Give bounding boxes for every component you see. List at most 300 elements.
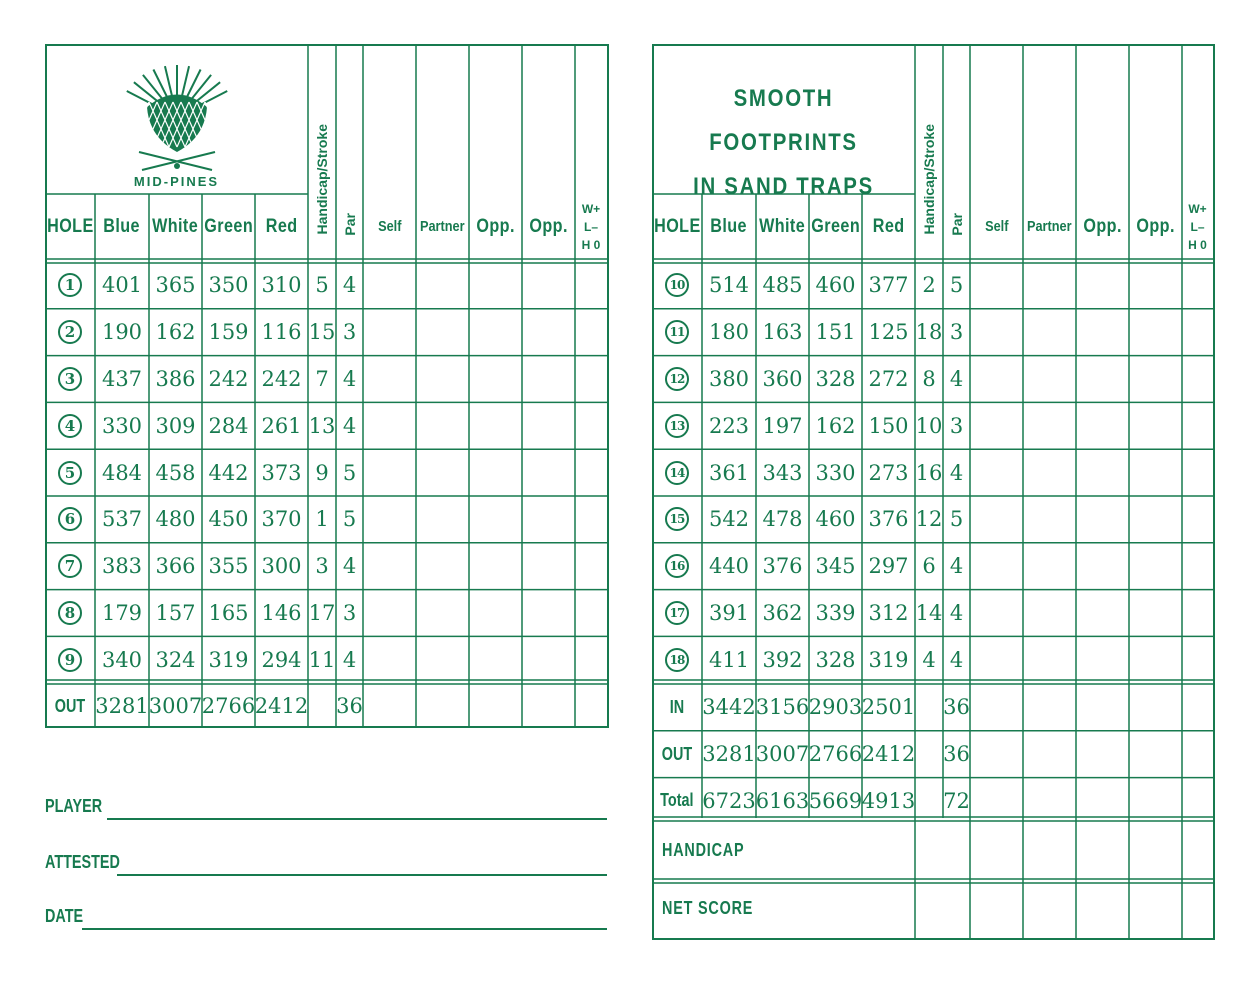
yardage-green: 319 bbox=[208, 647, 249, 672]
score-entry-cell[interactable] bbox=[363, 262, 416, 309]
score-entry-cell[interactable] bbox=[575, 496, 607, 543]
yardage-white: 478 bbox=[762, 507, 803, 532]
score-entry-cell[interactable] bbox=[1076, 262, 1129, 309]
yardage-blue: 440 bbox=[708, 554, 750, 579]
col-header-label: Red bbox=[265, 215, 298, 237]
yardage-hcp: 2 bbox=[922, 273, 936, 298]
score-entry-cell[interactable] bbox=[1182, 590, 1213, 637]
total-blue: 3281 bbox=[702, 742, 756, 767]
score-entry-cell[interactable] bbox=[1076, 821, 1129, 879]
score-entry-cell[interactable] bbox=[363, 309, 416, 356]
score-entry-cell[interactable] bbox=[970, 778, 1023, 825]
score-entry-cell[interactable] bbox=[970, 636, 1023, 683]
score-entry-cell[interactable] bbox=[1182, 309, 1213, 356]
signature-line-field[interactable] bbox=[107, 818, 607, 820]
score-entry-cell[interactable] bbox=[1182, 778, 1213, 825]
col-header-label: L– bbox=[1190, 219, 1205, 234]
signature-line-field[interactable] bbox=[117, 874, 607, 876]
col-header-par bbox=[336, 194, 363, 255]
score-entry-cell[interactable] bbox=[1182, 543, 1213, 590]
score-entry-cell[interactable] bbox=[1129, 778, 1182, 825]
yardage-blue: 361 bbox=[708, 460, 750, 485]
score-entry-cell[interactable] bbox=[1182, 402, 1213, 449]
hole-cell bbox=[45, 543, 95, 590]
score-entry-cell[interactable] bbox=[363, 356, 416, 403]
total-blue: 3442 bbox=[702, 695, 756, 720]
total-green: 5669 bbox=[808, 788, 863, 813]
col-header-blue bbox=[95, 194, 149, 259]
score-entry-cell[interactable] bbox=[1182, 684, 1213, 731]
total-green: 2903 bbox=[808, 695, 863, 720]
score-entry-cell[interactable] bbox=[1129, 496, 1182, 543]
yardage-hcp: 14 bbox=[915, 600, 943, 625]
col-header-label: Blue bbox=[710, 215, 748, 237]
score-entry-cell[interactable] bbox=[363, 449, 416, 496]
score-entry-cell[interactable] bbox=[970, 309, 1023, 356]
col-header-opp-2 bbox=[522, 194, 575, 259]
hole-cell bbox=[45, 262, 95, 309]
footer-label-text: HANDICAP bbox=[662, 839, 745, 860]
yardage-par: 4 bbox=[342, 366, 357, 391]
score-entry-cell[interactable] bbox=[915, 879, 943, 937]
col-header-red bbox=[255, 194, 308, 259]
yardage-blue: 180 bbox=[708, 320, 750, 345]
score-entry-cell[interactable] bbox=[363, 402, 416, 449]
score-entry-cell[interactable] bbox=[943, 821, 970, 879]
score-entry-cell[interactable] bbox=[1076, 684, 1129, 731]
score-entry-cell[interactable] bbox=[469, 590, 522, 637]
yardage-white: 324 bbox=[155, 647, 196, 672]
yardage-hcp: 10 bbox=[915, 413, 943, 438]
yardage-par: 3 bbox=[949, 320, 964, 345]
yardage-white: 197 bbox=[762, 413, 803, 438]
col-header-opp-1 bbox=[1076, 194, 1129, 259]
score-entry-cell[interactable] bbox=[1182, 356, 1213, 403]
score-entry-cell[interactable] bbox=[1129, 402, 1182, 449]
footer-label bbox=[662, 879, 915, 937]
total-label bbox=[652, 778, 702, 825]
footer-label bbox=[662, 821, 915, 879]
col-header-label: Handicap/Stroke bbox=[921, 124, 937, 235]
col-header-label: Blue bbox=[103, 215, 141, 237]
score-entry-cell[interactable] bbox=[469, 262, 522, 309]
score-entry-cell[interactable] bbox=[1129, 636, 1182, 683]
score-entry-cell[interactable] bbox=[575, 684, 607, 728]
col-header-label: H 0 bbox=[1188, 237, 1207, 252]
score-entry-cell[interactable] bbox=[1023, 590, 1076, 637]
score-entry-cell[interactable] bbox=[1076, 356, 1129, 403]
score-entry-cell[interactable] bbox=[1023, 309, 1076, 356]
yardage-red: 376 bbox=[868, 507, 909, 532]
yardage-hcp: 3 bbox=[315, 554, 329, 579]
score-entry-cell[interactable] bbox=[970, 262, 1023, 309]
score-entry-cell[interactable] bbox=[469, 449, 522, 496]
total-red: 4913 bbox=[861, 788, 916, 813]
score-entry-cell[interactable] bbox=[1182, 821, 1213, 879]
hole-cell bbox=[652, 636, 702, 683]
yardage-blue: 537 bbox=[101, 507, 143, 532]
score-entry-cell[interactable] bbox=[575, 262, 607, 309]
score-entry-cell[interactable] bbox=[1182, 449, 1213, 496]
col-header-label: Green bbox=[204, 215, 253, 237]
col-header-label: Opp. bbox=[1083, 215, 1122, 237]
hole-cell bbox=[652, 496, 702, 543]
score-entry-cell[interactable] bbox=[1182, 636, 1213, 683]
yardage-green: 242 bbox=[208, 366, 249, 391]
total-label bbox=[45, 684, 95, 728]
score-entry-cell[interactable] bbox=[416, 449, 469, 496]
score-entry-cell[interactable] bbox=[1129, 879, 1182, 937]
yardage-par: 4 bbox=[342, 554, 357, 579]
total-green: 2766 bbox=[201, 694, 256, 718]
hole-cell bbox=[652, 449, 702, 496]
score-entry-cell[interactable] bbox=[416, 543, 469, 590]
yardage-green: 339 bbox=[815, 600, 856, 625]
hole-number-badge: 5 bbox=[58, 461, 82, 485]
score-entry-cell[interactable] bbox=[1076, 590, 1129, 637]
col-header-label: Par bbox=[948, 213, 965, 236]
score-entry-cell[interactable] bbox=[970, 449, 1023, 496]
score-entry-cell[interactable] bbox=[575, 543, 607, 590]
score-entry-cell[interactable] bbox=[416, 402, 469, 449]
total-white: 3007 bbox=[148, 694, 203, 718]
yardage-green: 460 bbox=[815, 273, 856, 298]
score-entry-cell[interactable] bbox=[1076, 636, 1129, 683]
score-entry-cell[interactable] bbox=[1023, 731, 1076, 778]
score-entry-cell[interactable] bbox=[1182, 262, 1213, 309]
score-entry-cell[interactable] bbox=[1076, 449, 1129, 496]
hole-number-badge: 15 bbox=[665, 507, 689, 531]
score-entry-cell[interactable] bbox=[416, 684, 469, 728]
score-entry-cell[interactable] bbox=[363, 636, 416, 683]
score-entry-cell[interactable] bbox=[970, 821, 1023, 879]
yardage-hcp: 11 bbox=[308, 647, 336, 672]
yardage-white: 392 bbox=[762, 647, 803, 672]
hole-number-badge: 16 bbox=[665, 554, 689, 578]
yardage-green: 159 bbox=[208, 320, 249, 345]
score-entry-cell[interactable] bbox=[1129, 262, 1182, 309]
col-header-label: HOLE bbox=[46, 215, 94, 237]
score-entry-cell[interactable] bbox=[1023, 449, 1076, 496]
score-entry-cell[interactable] bbox=[915, 821, 943, 879]
hole-number-badge: 8 bbox=[58, 601, 82, 625]
score-entry-cell[interactable] bbox=[522, 496, 575, 543]
total-par: 72 bbox=[943, 788, 970, 813]
hole-cell bbox=[652, 590, 702, 637]
col-header-label: Self bbox=[377, 218, 402, 235]
yardage-blue: 484 bbox=[101, 460, 143, 485]
score-entry-cell[interactable] bbox=[970, 543, 1023, 590]
col-header-white bbox=[149, 194, 202, 259]
hole-cell bbox=[45, 356, 95, 403]
yardage-par: 5 bbox=[342, 507, 357, 532]
signature-line-field[interactable] bbox=[82, 928, 607, 930]
yardage-hcp: 6 bbox=[922, 554, 936, 579]
score-entry-cell[interactable] bbox=[1129, 731, 1182, 778]
hole-cell bbox=[45, 590, 95, 637]
col-header-partner bbox=[1023, 194, 1076, 259]
yardage-red: 116 bbox=[261, 320, 302, 345]
yardage-green: 345 bbox=[815, 554, 856, 579]
yardage-par: 4 bbox=[342, 413, 357, 438]
hole-number-badge: 9 bbox=[58, 648, 82, 672]
yardage-white: 163 bbox=[762, 320, 803, 345]
score-entry-cell[interactable] bbox=[1076, 309, 1129, 356]
yardage-white: 376 bbox=[762, 554, 803, 579]
col-header-wlh bbox=[1188, 200, 1207, 254]
yardage-green: 328 bbox=[815, 647, 856, 672]
col-header-label: Partner bbox=[1027, 218, 1072, 235]
score-entry-cell[interactable] bbox=[469, 543, 522, 590]
score-entry-cell[interactable] bbox=[1023, 262, 1076, 309]
col-header-label: Par bbox=[341, 213, 358, 236]
score-entry-cell[interactable] bbox=[1129, 590, 1182, 637]
score-entry-cell[interactable] bbox=[522, 402, 575, 449]
hole-number-badge: 3 bbox=[58, 367, 82, 391]
score-entry-cell[interactable] bbox=[1076, 731, 1129, 778]
col-header-label: White bbox=[759, 215, 806, 237]
col-header-hole bbox=[45, 194, 95, 259]
yardage-blue: 380 bbox=[708, 366, 750, 391]
col-header-par bbox=[943, 194, 970, 255]
yardage-hcp: 7 bbox=[315, 366, 329, 391]
score-entry-cell[interactable] bbox=[1182, 879, 1213, 937]
col-header-label: Green bbox=[811, 215, 860, 237]
hole-cell bbox=[45, 402, 95, 449]
score-entry-cell[interactable] bbox=[363, 543, 416, 590]
yardage-par: 5 bbox=[949, 507, 964, 532]
slogan-line-1: SMOOTH FOOTPRINTS bbox=[709, 85, 858, 156]
score-entry-cell[interactable] bbox=[363, 590, 416, 637]
total-par: 36 bbox=[336, 694, 363, 718]
yardage-hcp: 4 bbox=[922, 647, 936, 672]
score-entry-cell[interactable] bbox=[970, 356, 1023, 403]
score-entry-cell[interactable] bbox=[1023, 684, 1076, 731]
score-entry-cell[interactable] bbox=[1129, 684, 1182, 731]
yardage-par: 4 bbox=[949, 460, 964, 485]
score-entry-cell[interactable] bbox=[469, 496, 522, 543]
col-header-label: Handicap/Stroke bbox=[314, 124, 330, 235]
col-header-opp-2 bbox=[1129, 194, 1182, 259]
hole-number-badge: 13 bbox=[665, 414, 689, 438]
score-entry-cell[interactable] bbox=[575, 309, 607, 356]
total-red: 2412 bbox=[861, 742, 916, 767]
score-entry-cell[interactable] bbox=[1023, 496, 1076, 543]
col-header-label: Opp. bbox=[1136, 215, 1175, 237]
score-entry-cell[interactable] bbox=[522, 543, 575, 590]
score-entry-cell[interactable] bbox=[1129, 821, 1182, 879]
yardage-green: 442 bbox=[208, 460, 249, 485]
score-entry-cell[interactable] bbox=[1023, 821, 1076, 879]
yardage-green: 355 bbox=[208, 554, 249, 579]
yardage-blue: 179 bbox=[101, 600, 143, 625]
hole-number-badge: 18 bbox=[665, 648, 689, 672]
yardage-blue: 391 bbox=[708, 600, 750, 625]
yardage-white: 362 bbox=[762, 600, 803, 625]
yardage-blue: 330 bbox=[101, 413, 143, 438]
total-hcp bbox=[308, 684, 336, 728]
col-header-label: Self bbox=[984, 218, 1009, 235]
yardage-hcp: 1 bbox=[315, 507, 329, 532]
col-header-self bbox=[970, 194, 1023, 259]
yardage-hcp: 9 bbox=[315, 460, 329, 485]
score-entry-cell[interactable] bbox=[575, 356, 607, 403]
col-header-label: H 0 bbox=[581, 237, 601, 252]
score-entry-cell[interactable] bbox=[1076, 402, 1129, 449]
yardage-white: 485 bbox=[762, 273, 803, 298]
score-entry-cell[interactable] bbox=[1182, 496, 1213, 543]
score-entry-cell[interactable] bbox=[416, 356, 469, 403]
signature-label: DATE bbox=[45, 906, 84, 926]
col-header-label: L– bbox=[583, 219, 598, 234]
score-entry-cell[interactable] bbox=[1023, 778, 1076, 825]
hole-number-badge: 2 bbox=[58, 320, 82, 344]
score-entry-cell[interactable] bbox=[575, 449, 607, 496]
yardage-red: 377 bbox=[868, 273, 909, 298]
score-entry-cell[interactable] bbox=[970, 879, 1023, 937]
score-entry-cell[interactable] bbox=[416, 636, 469, 683]
total-label-text: OUT bbox=[54, 695, 86, 716]
score-entry-cell[interactable] bbox=[575, 590, 607, 637]
col-header-label: HOLE bbox=[653, 215, 701, 237]
yardage-white: 343 bbox=[762, 460, 803, 485]
score-entry-cell[interactable] bbox=[522, 684, 575, 728]
yardage-par: 4 bbox=[342, 647, 357, 672]
yardage-hcp: 16 bbox=[915, 460, 943, 485]
yardage-green: 350 bbox=[208, 273, 249, 298]
score-entry-cell[interactable] bbox=[469, 636, 522, 683]
score-entry-cell[interactable] bbox=[469, 684, 522, 728]
total-green: 2766 bbox=[808, 742, 863, 767]
front-nine-card bbox=[45, 44, 609, 728]
hole-cell bbox=[652, 309, 702, 356]
score-entry-cell[interactable] bbox=[469, 309, 522, 356]
yardage-white: 309 bbox=[155, 413, 196, 438]
yardage-par: 4 bbox=[949, 600, 964, 625]
score-entry-cell[interactable] bbox=[522, 262, 575, 309]
score-entry-cell[interactable] bbox=[522, 636, 575, 683]
score-entry-cell[interactable] bbox=[1129, 356, 1182, 403]
total-red: 2412 bbox=[254, 694, 309, 718]
total-label-text: Total bbox=[660, 790, 694, 811]
score-entry-cell[interactable] bbox=[943, 879, 970, 937]
score-entry-cell[interactable] bbox=[575, 402, 607, 449]
pinecone-crossed-clubs-icon bbox=[117, 62, 237, 172]
total-hcp bbox=[915, 731, 943, 778]
footer-label-text: NET SCORE bbox=[662, 897, 754, 918]
col-header-self bbox=[363, 194, 416, 259]
score-entry-cell[interactable] bbox=[970, 684, 1023, 731]
yardage-red: 125 bbox=[868, 320, 909, 345]
yardage-green: 450 bbox=[208, 507, 249, 532]
score-entry-cell[interactable] bbox=[970, 402, 1023, 449]
score-entry-cell[interactable] bbox=[1023, 879, 1076, 937]
signature-label: PLAYER bbox=[45, 796, 103, 816]
yardage-hcp: 18 bbox=[915, 320, 943, 345]
hole-number-badge: 11 bbox=[665, 320, 689, 344]
score-entry-cell[interactable] bbox=[363, 684, 416, 728]
score-entry-cell[interactable] bbox=[1023, 356, 1076, 403]
col-header-label: W+ bbox=[581, 201, 601, 216]
score-entry-cell[interactable] bbox=[1023, 402, 1076, 449]
score-entry-cell[interactable] bbox=[970, 496, 1023, 543]
course-logo-name: MID-PINES bbox=[133, 174, 220, 189]
hole-number-badge: 17 bbox=[665, 601, 689, 625]
yardage-white: 458 bbox=[155, 460, 196, 485]
yardage-blue: 411 bbox=[708, 647, 750, 672]
score-entry-cell[interactable] bbox=[522, 356, 575, 403]
score-entry-cell[interactable] bbox=[469, 402, 522, 449]
yardage-red: 319 bbox=[868, 647, 909, 672]
col-header-partner bbox=[416, 194, 469, 259]
hole-cell bbox=[45, 496, 95, 543]
col-header-label: White bbox=[152, 215, 199, 237]
col-header-label: Opp. bbox=[529, 215, 568, 237]
card-slogan bbox=[672, 77, 896, 209]
score-entry-cell[interactable] bbox=[1076, 543, 1129, 590]
score-entry-cell[interactable] bbox=[1076, 778, 1129, 825]
yardage-red: 312 bbox=[868, 600, 909, 625]
score-entry-cell[interactable] bbox=[1076, 879, 1129, 937]
score-entry-cell[interactable] bbox=[1182, 731, 1213, 778]
col-header-green bbox=[202, 194, 255, 259]
yardage-red: 146 bbox=[261, 600, 302, 625]
yardage-red: 272 bbox=[868, 366, 909, 391]
col-header-opp-1 bbox=[469, 194, 522, 259]
hole-number-badge: 4 bbox=[58, 414, 82, 438]
yardage-par: 3 bbox=[949, 413, 964, 438]
yardage-white: 157 bbox=[155, 600, 196, 625]
score-entry-cell[interactable] bbox=[1023, 543, 1076, 590]
score-entry-cell[interactable] bbox=[416, 309, 469, 356]
yardage-blue: 223 bbox=[708, 413, 750, 438]
score-entry-cell[interactable] bbox=[522, 449, 575, 496]
score-entry-cell[interactable] bbox=[970, 590, 1023, 637]
score-entry-cell[interactable] bbox=[522, 590, 575, 637]
score-entry-cell[interactable] bbox=[970, 731, 1023, 778]
score-entry-cell[interactable] bbox=[1023, 636, 1076, 683]
score-entry-cell[interactable] bbox=[1129, 309, 1182, 356]
yardage-hcp: 17 bbox=[308, 600, 336, 625]
yardage-blue: 190 bbox=[101, 320, 143, 345]
yardage-red: 150 bbox=[868, 413, 909, 438]
col-header-win-loss-halve bbox=[575, 194, 607, 259]
score-entry-cell[interactable] bbox=[416, 262, 469, 309]
score-entry-cell[interactable] bbox=[575, 636, 607, 683]
hole-number-badge: 14 bbox=[665, 461, 689, 485]
yardage-red: 300 bbox=[261, 554, 302, 579]
score-entry-cell[interactable] bbox=[416, 496, 469, 543]
yardage-white: 366 bbox=[155, 554, 196, 579]
back-nine-card bbox=[652, 44, 1215, 944]
score-entry-cell[interactable] bbox=[1076, 496, 1129, 543]
score-entry-cell[interactable] bbox=[522, 309, 575, 356]
score-entry-cell[interactable] bbox=[469, 356, 522, 403]
score-entry-cell[interactable] bbox=[1129, 543, 1182, 590]
score-entry-cell[interactable] bbox=[416, 590, 469, 637]
total-par: 36 bbox=[943, 742, 970, 767]
yardage-green: 284 bbox=[208, 413, 249, 438]
yardage-white: 162 bbox=[155, 320, 196, 345]
hole-cell bbox=[45, 636, 95, 683]
slogan-line-2: IN SAND TRAPS bbox=[693, 173, 874, 200]
yardage-hcp: 13 bbox=[308, 413, 336, 438]
yardage-blue: 383 bbox=[101, 554, 143, 579]
hole-cell bbox=[652, 543, 702, 590]
yardage-hcp: 8 bbox=[922, 366, 936, 391]
score-entry-cell[interactable] bbox=[1129, 449, 1182, 496]
score-entry-cell[interactable] bbox=[363, 496, 416, 543]
